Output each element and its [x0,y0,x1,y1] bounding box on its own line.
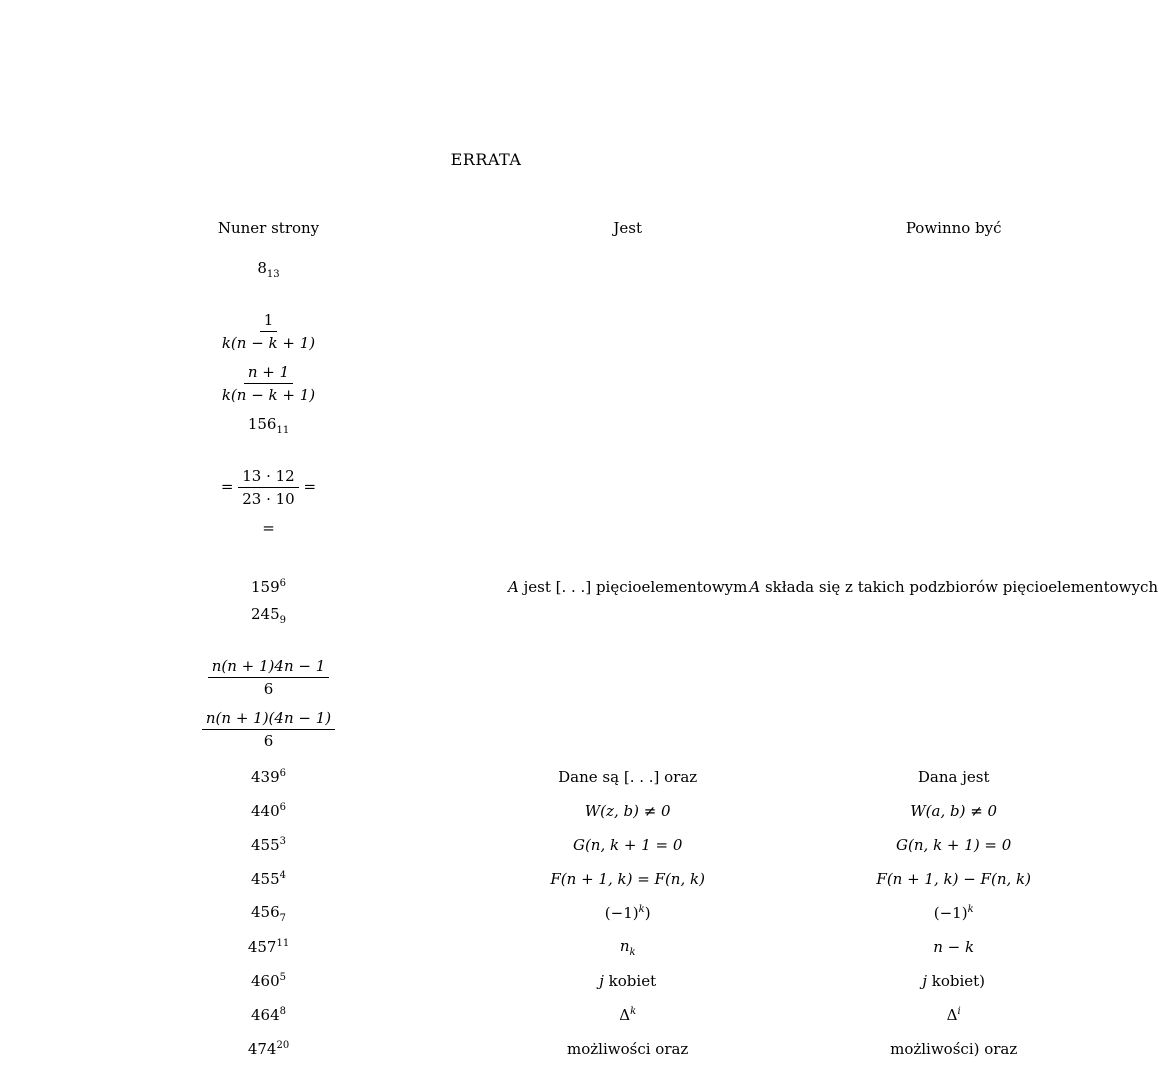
page-ref: $156_{11}$ [247,415,290,436]
fraction: $\frac{n(n + 1)(4n - 1)}{6}$ [202,709,335,750]
table-row [30,998,1159,1032]
table-row [30,414,507,570]
fraction: $\frac{1}{k(n - k + 1)}$ [221,311,316,352]
page-title: ERRATA [450,150,522,169]
erratum-should-be: W(a, b) ≠ 0 [910,802,998,820]
erratum-is: W(z, b) ≠ 0 [584,802,671,820]
table-row [30,964,1159,998]
erratum-is: $n_k$ [619,936,636,958]
page-ref: $455^3$ [250,836,286,854]
page-ref: $457^{11}$ [247,938,290,956]
erratum-should-be: G(n, k + 1) = 0 [896,836,1012,854]
erratum-should-be [30,708,507,760]
erratum-should-be: $(-1)^k$ [933,904,974,922]
page-ref: $455^4$ [250,870,286,888]
page-ref: $439^6$ [250,768,286,786]
table-row [30,828,1159,862]
erratum-should-be: A składa się z takich podzbiorów pięcioelementowych [749,578,1159,596]
page-ref: $440^6$ [250,802,286,820]
table-header-row [30,210,1159,246]
header-page-number: Nuner strony [217,219,320,237]
fraction: $\frac{n + 1}{k(n - k + 1)}$ [221,363,316,404]
table-row [30,258,507,414]
erratum-should-be: j kobiet) [922,972,986,990]
erratum-is: A jest [. . .] pięcioelementowym [508,578,748,596]
erratum-is: G(n, k + 1 = 0 [572,836,683,854]
erratum-is: F(n + 1, k) = F(n, k) [550,870,705,888]
erratum-should-be [30,362,507,414]
header-is: Jest [613,219,642,237]
table-row [30,862,1159,896]
erratum-should-be: możliwości) oraz [890,1040,1018,1058]
erratum-should-be: n − k [933,938,975,956]
erratum-is: $\Delta^k$ [619,1006,637,1024]
table-row [30,1032,1159,1066]
page-ref: $464^8$ [250,1006,286,1024]
page-ref: $159^6$ [250,578,286,596]
page-ref: $245_9$ [250,605,286,626]
erratum-is: j kobiet [599,972,657,990]
table-row [30,570,1159,604]
erratum-should-be: F(n + 1, k) − F(n, k) [876,870,1031,888]
erratum-should-be: $\Delta^i$ [946,1006,961,1024]
page-ref: $456_7$ [250,902,286,924]
table-row [30,604,507,760]
erratum-is [140,656,397,708]
erratum-is: $(-1)^k$) [604,904,651,922]
erratum-should-be: Dana jest [917,768,990,786]
table-row [30,760,1159,794]
erratum-is [140,310,397,362]
fraction: $\frac{13 \cdot 12}{23 \cdot 10}$ [238,467,298,508]
page-ref: $460^5$ [250,972,286,990]
fraction: $\frac{n(n + 1)4n - 1}{6}$ [208,657,330,698]
page-ref: $474^{20}$ [247,1040,290,1058]
erratum-should-be: = [262,519,275,537]
table-row [30,896,1159,930]
erratum-is: możliwości oraz [567,1040,689,1058]
table-row [30,794,1159,828]
header-should-be: Powinno być [905,219,1002,237]
page-ref: $8_{13}$ [257,259,280,280]
table-row [30,930,1159,964]
errata-table [30,210,1159,1066]
erratum-is: = $\frac{13 \cdot 12}{23 \cdot 10}$ = [220,467,317,508]
erratum-is: Dane są [. . .] oraz [558,768,698,786]
